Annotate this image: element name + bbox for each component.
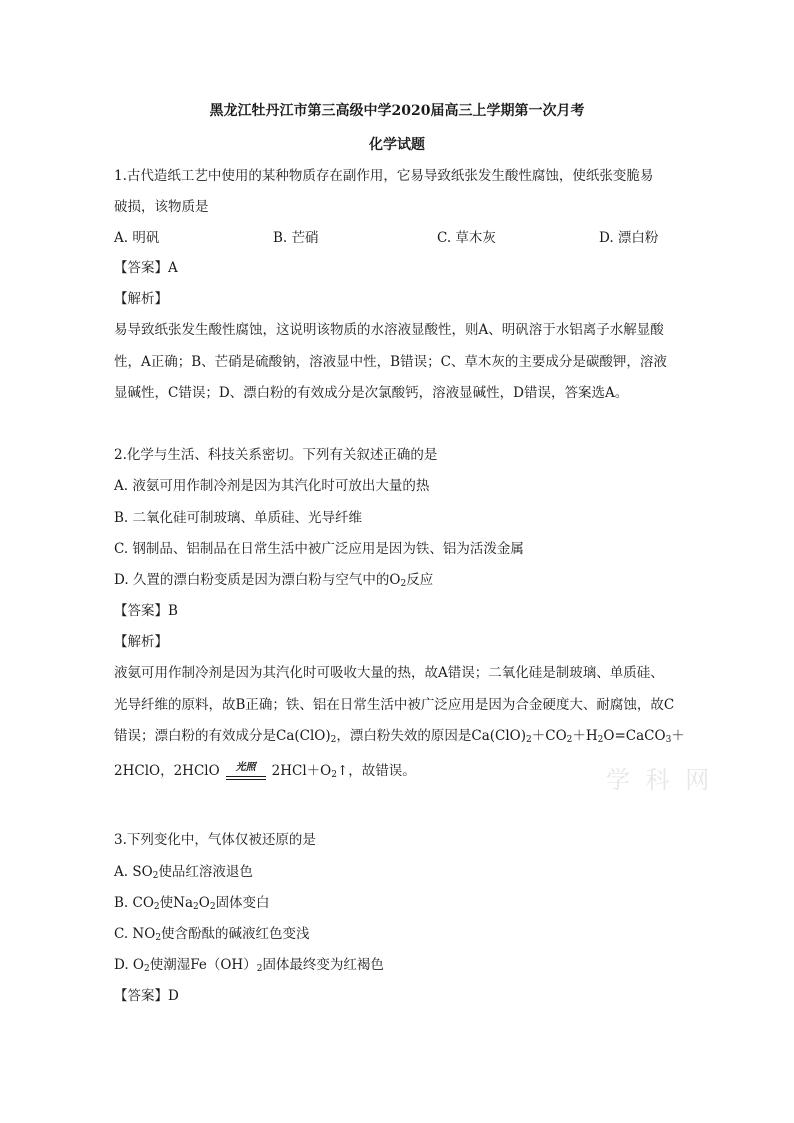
document-subtitle: 化学试题	[369, 137, 425, 153]
q1-analysis-line1: 易导致纸张发生酸性腐蚀，这说明该物质的水溶液显酸性，则A、明矾溶于水铝离子水解显酸	[114, 322, 664, 338]
q1-stem-line1: 1.古代造纸工艺中使用的某种物质存在副作用，它易导致纸张发生酸性腐蚀，使纸张变脆易	[114, 168, 654, 184]
q2-analysis-label: 【解析】	[114, 634, 168, 650]
q3-answer: 【答案】D	[114, 988, 179, 1004]
q2-stem: 2.化学与生活、科技关系密切。下列有关叙述正确的是	[114, 447, 438, 463]
q1-analysis-label: 【解析】	[114, 291, 168, 307]
q2-option-d: D. 久置的漂白粉变质是因为漂白粉与空气中的$O_2$反应	[114, 572, 434, 589]
q1-option-b: B. 芒硝	[273, 230, 319, 246]
q2-analysis-line1: 液氨可用作制冷剂是因为其汽化时可吸收大量的热，故A错误；二氧化硅是制玻璃、单质硅、	[114, 665, 664, 681]
q2-answer: 【答案】B	[114, 603, 178, 619]
q1-analysis-line3: 显碱性，C错误；D、漂白粉的有效成分是次氯酸钙，溶液显碱性，D错误，答案选A。	[114, 385, 629, 401]
q2-option-c: C. 钢制品、铝制品在日常生活中被广泛应用是因为铁、铝为活泼金属	[114, 541, 524, 557]
reaction-condition-label: 光照	[235, 761, 256, 773]
q2-analysis-line4: 2HClO，2HClO 光照 $2HCl+O_2↑$，故错误。	[114, 761, 416, 785]
q1-option-a: A. 明矾	[114, 230, 160, 246]
q2-analysis-line2: 光导纤维的原料，故B正确；铁、铝在日常生活中被广泛应用是因为合金硬度大、耐腐蚀，故C	[114, 697, 675, 713]
q3-option-c: C. $NO_2$使含酚酞的碱液红色变浅	[114, 926, 310, 943]
reaction-condition-arrow	[226, 762, 266, 782]
q2-option-b: B. 二氧化硅可制玻璃、单质硅、光导纤维	[114, 510, 363, 526]
q3-stem: 3.下列变化中，气体仅被还原的是	[114, 832, 316, 848]
q1-option-c: C. 草木灰	[437, 230, 496, 246]
q3-option-d: D. $O_2$使潮湿$Fe(OH)_2$固体最终变为红褐色	[114, 957, 384, 974]
document-title: 黑龙江牡丹江市第三高级中学2020届高三上学期第一次月考	[209, 103, 585, 119]
q3-option-b: B. $CO_2$使$Na_2O_2$固体变白	[114, 895, 270, 912]
q2-option-a: A. 液氨可用作制冷剂是因为其汽化时可放出大量的热	[114, 478, 430, 494]
q3-option-a: A. $SO_2$使品红溶液退色	[114, 864, 253, 881]
watermark-text: 学 科 网	[606, 766, 714, 794]
q1-analysis-line2: 性，A正确；B、芒硝是硫酸钠，溶液显中性，B错误；C、草木灰的主要成分是碳酸钾，溶液	[114, 354, 667, 370]
q1-answer: 【答案】A	[114, 260, 178, 276]
q2-analysis-line3: 错误；漂白粉的有效成分是$Ca(ClO)_2$，漂白粉失效的原因是$Ca(ClO)_2+CO_2+H_2O=CaCO_3+$	[114, 728, 685, 745]
q1-stem-line2: 破损，该物质是	[114, 199, 209, 215]
q1-option-d: D. 漂白粉	[599, 230, 659, 246]
